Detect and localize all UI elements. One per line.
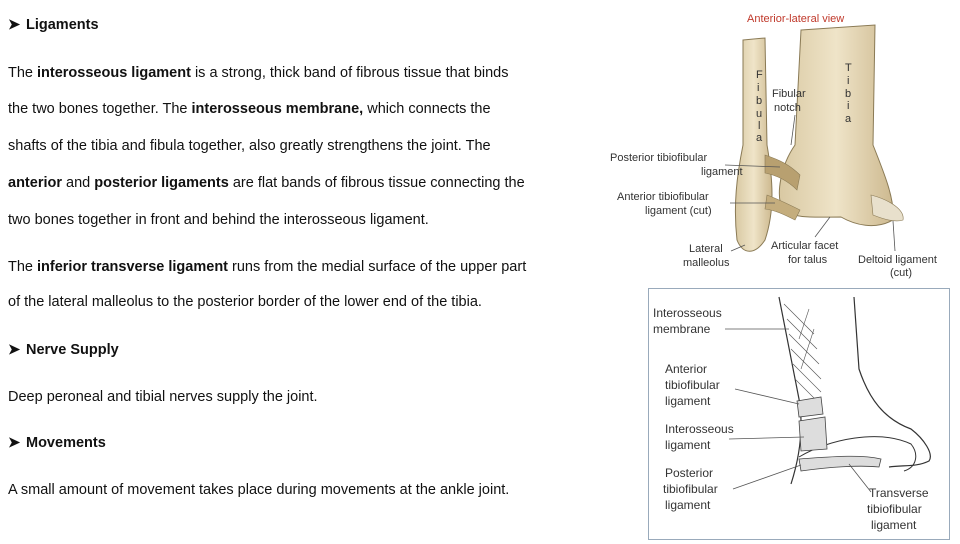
anterior-ligament-label-2: tibiofibular [665,378,720,392]
posterior-ligament-label-1: Posterior tibiofibular [610,152,708,164]
interosseous-membrane-label-1: Interosseous [653,306,722,320]
heading-movements [8,435,106,451]
deltoid-ligament-label-1: Deltoid ligament [858,254,937,266]
text-run: The [8,65,38,81]
svg-text:i: i [847,100,850,112]
lateral-malleolus-label-1: Lateral [689,243,723,255]
text-run: which connects the [363,101,491,117]
term-interosseous-membrane: interosseous membrane, [191,101,364,117]
articular-facet-label-1: Articular facet [771,240,839,252]
posterior-ligament-label-2: tibiofibular [663,482,718,496]
anterior-ligament-label-1: Anterior tibiofibular [617,191,709,203]
posterior-ligament-label-1: Posterior [665,466,714,480]
paragraph-line-7: of the lateral malleolus to the posterior border of the lower end of the tibia. [8,294,482,310]
term-interosseous-ligament: interosseous ligament [37,65,191,81]
text-run: runs from the medial surface of the upper part [228,259,527,275]
svg-text:T: T [845,62,852,74]
paragraph-line-5: two bones together in front and behind the interosseous ligament. [8,212,429,228]
tibia-label [845,62,852,125]
term-inferior-transverse-ligament: inferior transverse ligament [37,259,229,275]
heading-nerve-supply [8,342,119,358]
heading-ligaments-label: Ligaments [26,17,99,33]
interosseous-membrane-label-2: membrane [653,322,711,336]
fibular-notch-label-1: Fibular [772,88,806,100]
transverse-ligament-leader [849,464,871,492]
svg-text:a: a [756,132,763,144]
term-anterior: anterior [8,175,62,191]
svg-text:b: b [845,88,852,100]
heading-movements-label: Movements [26,435,106,451]
fibula-bone [735,38,772,251]
paragraph-line-3: shafts of the tibia and fibula together, also greatly strengthens the joint. The [8,138,491,154]
term-posterior-ligaments: posterior ligaments [94,175,229,191]
tibia-bone [779,25,893,226]
fibula-label [756,69,763,144]
anterior-ligament-label-2: ligament (cut) [645,205,712,217]
anterior-ligament-label-3: ligament [665,394,711,408]
svg-text:l: l [758,120,761,132]
svg-text:b: b [756,95,763,107]
svg-text:F: F [756,69,763,81]
interosseous-ligament-leader [729,437,804,439]
paragraph-line-4 [8,175,525,191]
deltoid-ligament-label-2: (cut) [890,267,912,279]
anterior-ligament-leader [735,389,799,404]
text-run: The [8,259,38,275]
posterior-ligament-leader [733,465,801,489]
transverse-ligament-label-3: ligament [871,518,917,532]
articular-facet-leader [815,217,830,237]
figure1-title: Anterior-lateral view [747,13,845,25]
text-run: is a strong, thick band of fibrous tissue that binds [190,65,509,81]
fibula-outline [779,297,801,484]
fibular-notch-label-2: notch [774,102,801,114]
text-run: the two bones together. The [8,101,192,117]
movements-text: A small amount of movement takes place during movements at the ankle joint. [8,482,510,498]
figure-tibiofibular-ligaments [648,288,950,540]
paragraph-line-6 [8,259,526,275]
interosseous-ligament-label-1: Interosseous [665,422,734,436]
posterior-ligament-label-3: ligament [665,498,711,512]
lateral-malleolus-label-2: malleolus [683,257,730,269]
paragraph-line-2 [8,101,491,117]
nerve-supply-text: Deep peroneal and tibial nerves supply the joint. [8,389,318,405]
svg-text:u: u [756,108,763,120]
bullet-arrow-icon: ➤ [8,342,21,358]
svg-text:i: i [757,82,760,94]
text-run: are flat bands of fibrous tissue connecting the [228,175,525,191]
ligament-fibers [797,397,881,471]
paragraph-line-1 [8,65,509,81]
interosseous-ligament-label-2: ligament [665,438,711,452]
posterior-ligament-label-2: ligament [701,166,743,178]
transverse-ligament-label-1: Transverse [869,486,929,500]
anterior-ligament-label-1: Anterior [665,362,708,376]
fibular-notch-leader [791,115,795,145]
transverse-ligament-label-2: tibiofibular [867,502,922,516]
heading-ligaments [8,17,99,33]
deltoid-ligament-leader [893,221,895,251]
text-run: and [62,175,95,191]
figure-anterior-lateral-view [605,5,960,285]
tibia-outline [854,297,930,467]
svg-text:i: i [847,75,850,87]
bullet-arrow-icon: ➤ [8,17,21,33]
articular-facet-label-2: for talus [788,254,828,266]
bullet-arrow-icon: ➤ [8,435,21,451]
svg-text:a: a [845,113,852,125]
heading-nerve-label: Nerve Supply [26,342,119,358]
